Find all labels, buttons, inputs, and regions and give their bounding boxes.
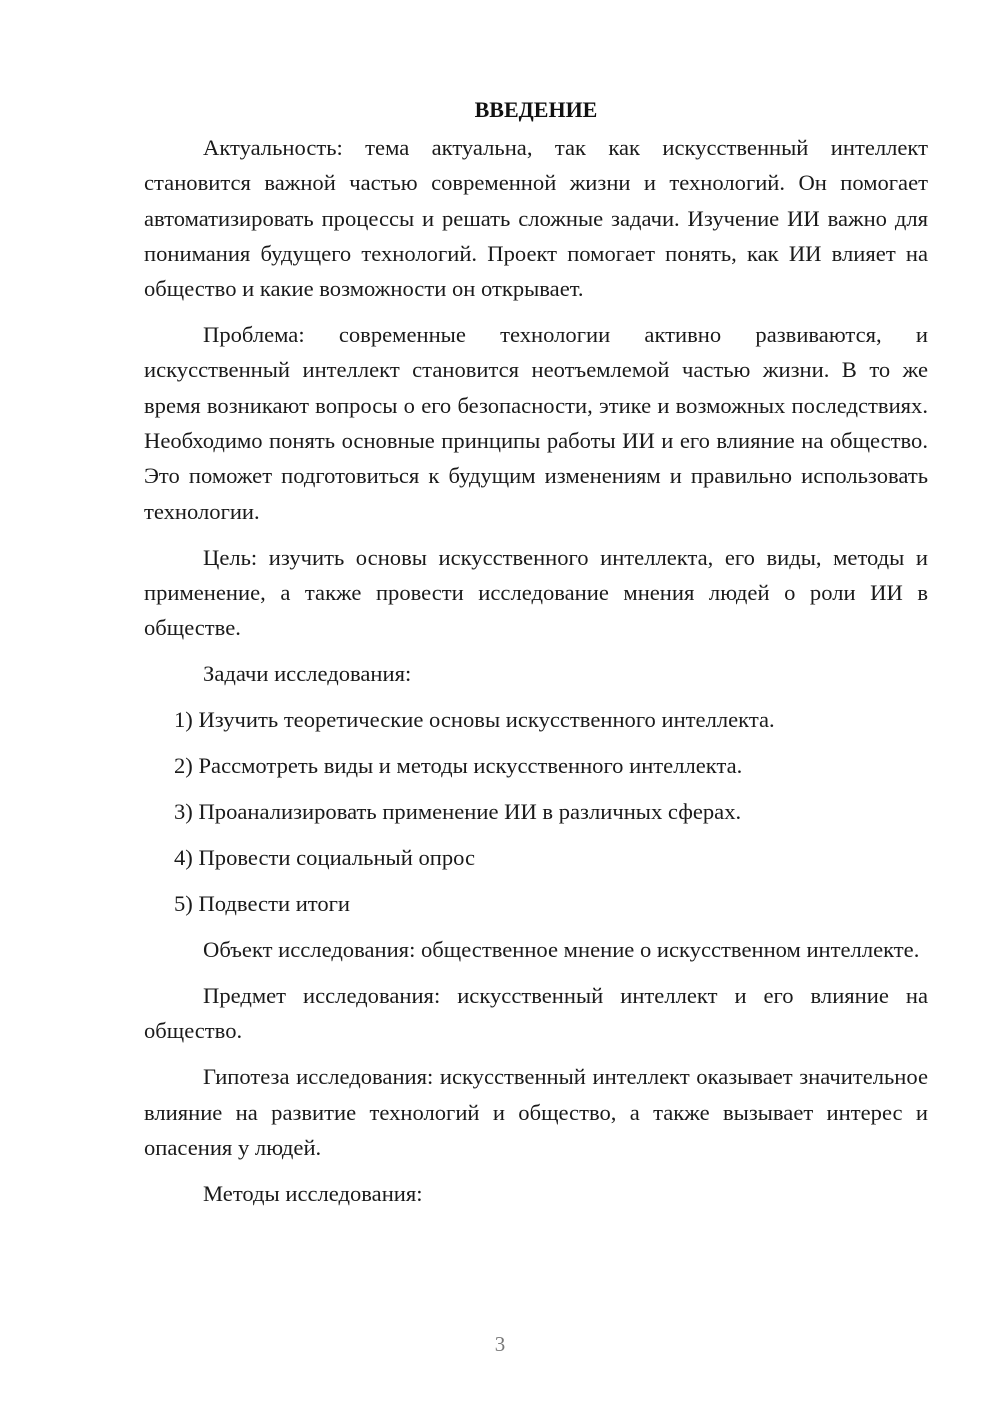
goal-paragraph: Цель: изучить основы искусственного интеллекта, его виды, методы и применение, а также провести исследование мнения людей о роли ИИ в обществе. xyxy=(144,544,928,641)
object-paragraph: Объект исследования: общественное мнение о искусственном интеллекте. xyxy=(203,937,920,963)
tasks-list xyxy=(144,702,928,921)
hypothesis-paragraph: Гипотеза исследования: искусственный интеллект оказывает значительное влияние на развитие технологий и общество, а также вызывает интерес и опасения у людей. xyxy=(144,1064,928,1160)
problem-paragraph: Проблема: современные технологии активно развиваются, и искусственный интеллект становится неотъемлемой частью жизни. В то же время возникают вопросы о его безопасности, этике и возможных последствиях. Необходимо понять основные принципы работы ИИ и его влияние на общество. Это поможет подготовиться к будущим изменениям и правильно использовать технологии. xyxy=(144,322,928,524)
task-item: 2) Рассмотреть виды и методы искусственного интеллекта. xyxy=(174,753,743,779)
relevance-paragraph: Актуальность: тема актуальна, так как искусственный интеллект становится важной частью современной жизни и технологий. Он помогает автоматизировать процессы и решать сложные задачи. Изучение ИИ важно для понимания будущего технологий. Проект помогает понять, как ИИ влияет на общество и какие возможности он открывает. xyxy=(144,135,928,302)
tasks-title: Задачи исследования: xyxy=(203,661,412,687)
document-page xyxy=(144,92,928,1222)
task-item: 5) Подвести итоги xyxy=(174,891,351,917)
subject-paragraph: Предмет исследования: искусственный интеллект и его влияние на общество. xyxy=(144,983,928,1044)
task-item: 1) Изучить теоретические основы искусственного интеллекта. xyxy=(174,707,775,733)
methods-paragraph: Методы исследования: xyxy=(203,1180,423,1206)
section-heading: ВВЕДЕНИЕ xyxy=(474,97,598,122)
task-item: 4) Провести социальный опрос xyxy=(174,845,476,871)
page-number: 3 xyxy=(494,1332,506,1356)
task-item: 3) Проанализировать применение ИИ в различных сферах. xyxy=(174,799,742,825)
